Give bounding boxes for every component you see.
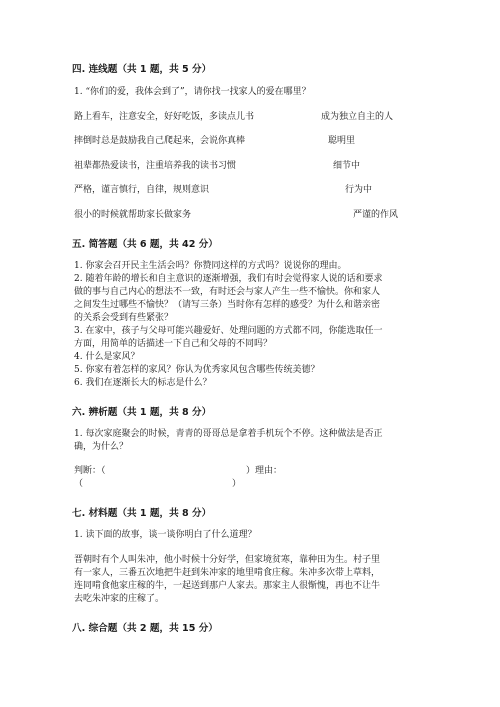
short-answer-question-line: 之间发生过哪些不愉快？（请写三条）当时你有怎样的感受？为什么和谐亲密 (74, 300, 381, 310)
short-answer-question: 6. 我们在逐渐长大的标志是什么？ (74, 378, 212, 388)
match-right-item: 严谨的作风 (353, 210, 399, 220)
match-right-item: 行为中 (345, 185, 373, 195)
reason-open-paren: （ (74, 479, 84, 489)
story-line: 晋朝时有个人叫朱冲，他小时候十分好学，但家境贫寒，靠种田为生。村子里 (74, 555, 381, 565)
story-line: 去吃朱冲家的庄稼了。 (74, 594, 165, 604)
story-line: 连同啃食他家庄稼的牛，一起送到那户人家去。那家主人很惭愧，再也不让牛 (74, 581, 381, 591)
section-6-heading: 六. 辨析题（共 1 题，共 8 分） (72, 407, 212, 418)
match-right-item: 细节中 (333, 161, 361, 171)
section-4-heading: 四. 连线题（共 1 题，共 5 分） (72, 64, 212, 75)
match-left-item: 路上看车，注意安全，好好吃饭，多读点儿书 (74, 112, 255, 122)
analysis-question-line: 1. 每次家庭聚会的时候，青青的哥哥总是拿着手机玩个不停。这种做法是否正 (74, 429, 383, 439)
match-right-item: 聪明里 (328, 136, 356, 146)
section-8-heading: 八. 综合题（共 2 题，共 15 分） (72, 623, 218, 634)
short-answer-question: 4. 什么是家风？ (74, 352, 140, 362)
section-4-question: 1. “你们的爱，我体会到了”，请你找一找家人的爱在哪里？ (74, 87, 311, 97)
match-left-item: 祖辈都热爱读书，注重培养我的读书习惯 (74, 161, 237, 171)
short-answer-question-line: 2. 随着年龄的增长和自主意识的逐渐增强，我们有时会觉得家人说的话和要求 (74, 274, 383, 284)
section-5-heading: 五. 简答题（共 6 题，共 42 分） (72, 239, 218, 250)
judge-label: 判断：（ (74, 466, 106, 476)
short-answer-question-line: 的关系会受到有些紧张？ (74, 313, 174, 323)
reason-label: ）理由： (246, 466, 283, 476)
match-right-item: 成为独立自主的人 (321, 112, 394, 122)
story-line: 有一家人，三番五次地把牛赶到朱冲家的地里啃食庄稼。朱冲多次带上草料， (74, 568, 381, 578)
short-answer-question-line: 做的事与自己内心的想法不一致，有时还会与家人产生一些不愉快。你和家人 (74, 287, 381, 297)
match-left-item: 严格，谨言慎行，自律，规则意识 (74, 185, 210, 195)
short-answer-question: 5. 你家有着怎样的家风？你认为优秀家风包含哪些传统美德？ (74, 365, 320, 375)
short-answer-question: 1. 你家会召开民主生活会吗？你赞同这样的方式吗？说说你的理由。 (74, 261, 347, 271)
short-answer-question-line: 3. 在家中，孩子与父母可能兴趣爱好、处理问题的方式都不同，你能选取任一 (74, 326, 383, 336)
match-left-item: 很小的时候就帮助家长做家务 (74, 210, 192, 220)
reason-close-paren: ） (232, 479, 242, 489)
material-question: 1. 读下面的故事，谈一谈你明白了什么道理？ (74, 530, 257, 540)
match-left-item: 摔倒时总是鼓励我自己爬起来，会说你真棒 (74, 136, 246, 146)
section-7-heading: 七. 材料题（共 1 题，共 8 分） (72, 508, 212, 519)
analysis-question-line: 确，为什么？ (74, 442, 129, 452)
short-answer-question-line: 方面，用简单的话描述一下自己和父母的不同吗？ (74, 339, 273, 349)
